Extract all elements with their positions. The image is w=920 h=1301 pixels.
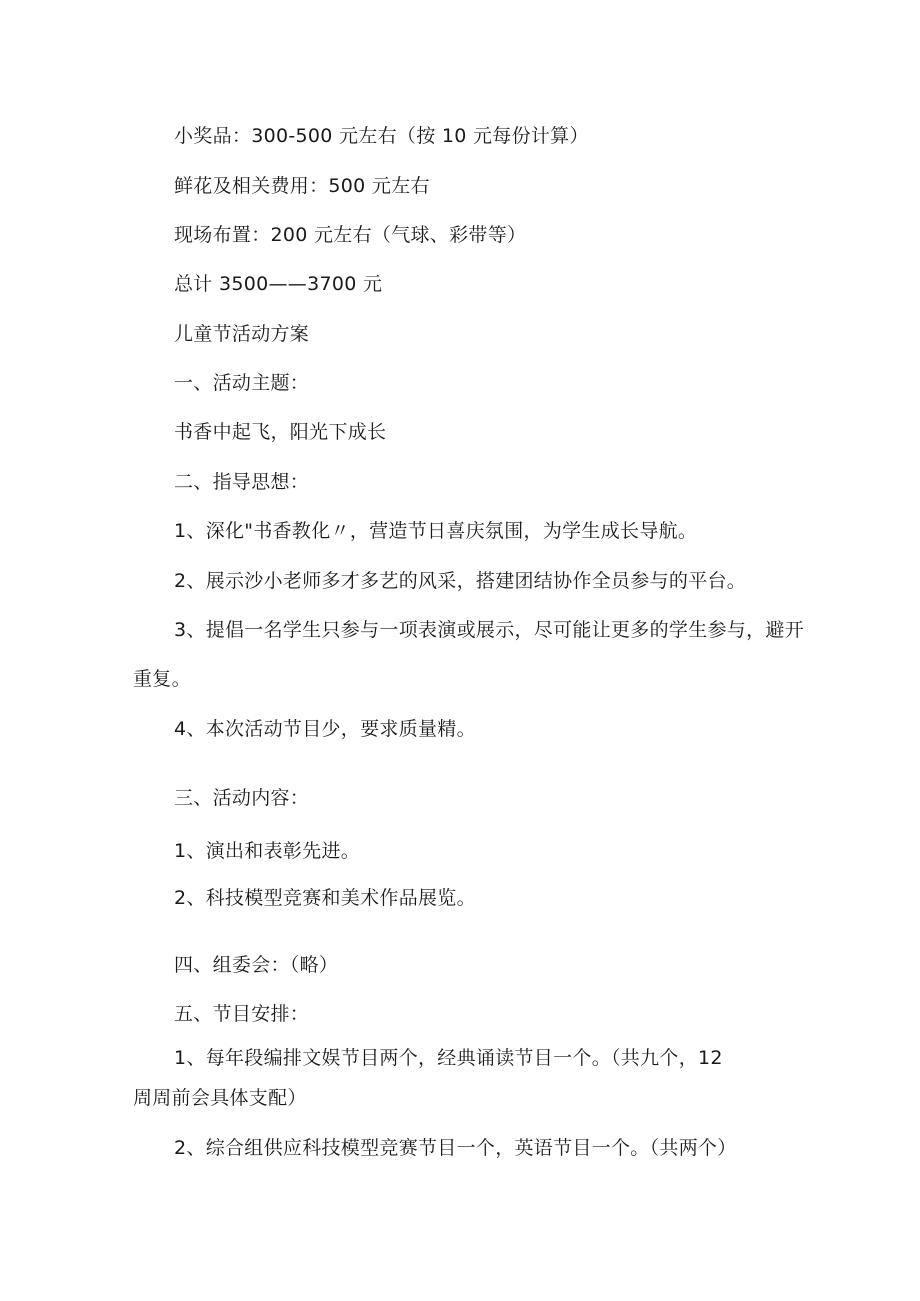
heading-committee: 四、组委会：（略） bbox=[174, 954, 339, 976]
heading-program: 五、节目安排： bbox=[174, 1003, 310, 1025]
text-line-total: 总计 3500——3700 元 bbox=[174, 273, 383, 295]
text-guiding-3-cont: 重复。 bbox=[133, 668, 191, 690]
text-line-flowers: 鲜花及相关费用：500 元左右 bbox=[174, 175, 430, 197]
text-program-1-cont: 周周前会具体支配） bbox=[133, 1087, 307, 1109]
section-title: 儿童节活动方案 bbox=[174, 323, 310, 345]
text-line-decoration: 现场布置：200 元左右（气球、彩带等） bbox=[174, 224, 527, 246]
heading-guiding: 二、指导思想： bbox=[174, 471, 310, 493]
heading-theme: 一、活动主题： bbox=[174, 372, 310, 394]
text-content-2: 2、科技模型竞赛和美术作品展览。 bbox=[174, 887, 476, 909]
heading-content: 三、活动内容： bbox=[174, 787, 310, 809]
text-program-2: 2、综合组供应科技模型竞赛节目一个，英语节目一个。（共两个） bbox=[174, 1137, 737, 1159]
text-program-1: 1、每年段编排文娱节目两个，经典诵读节目一个。（共九个，12 bbox=[174, 1047, 723, 1069]
text-theme: 书香中起飞，阳光下成长 bbox=[174, 421, 387, 443]
text-guiding-1: 1、深化"书香教化〃，营造节日喜庆氛围，为学生成长导航。 bbox=[174, 520, 698, 542]
text-guiding-2: 2、展示沙小老师多才多艺的风采，搭建团结协作全员参与的平台。 bbox=[174, 570, 747, 592]
text-content-1: 1、演出和表彰先进。 bbox=[174, 840, 361, 862]
text-line-prize: 小奖品：300-500 元左右（按 10 元每份计算） bbox=[174, 125, 589, 147]
text-guiding-4: 4、本次活动节目少，要求质量精。 bbox=[174, 718, 476, 740]
text-guiding-3: 3、提倡一名学生只参与一项表演或展示，尽可能让更多的学生参与，避开 bbox=[174, 619, 804, 641]
